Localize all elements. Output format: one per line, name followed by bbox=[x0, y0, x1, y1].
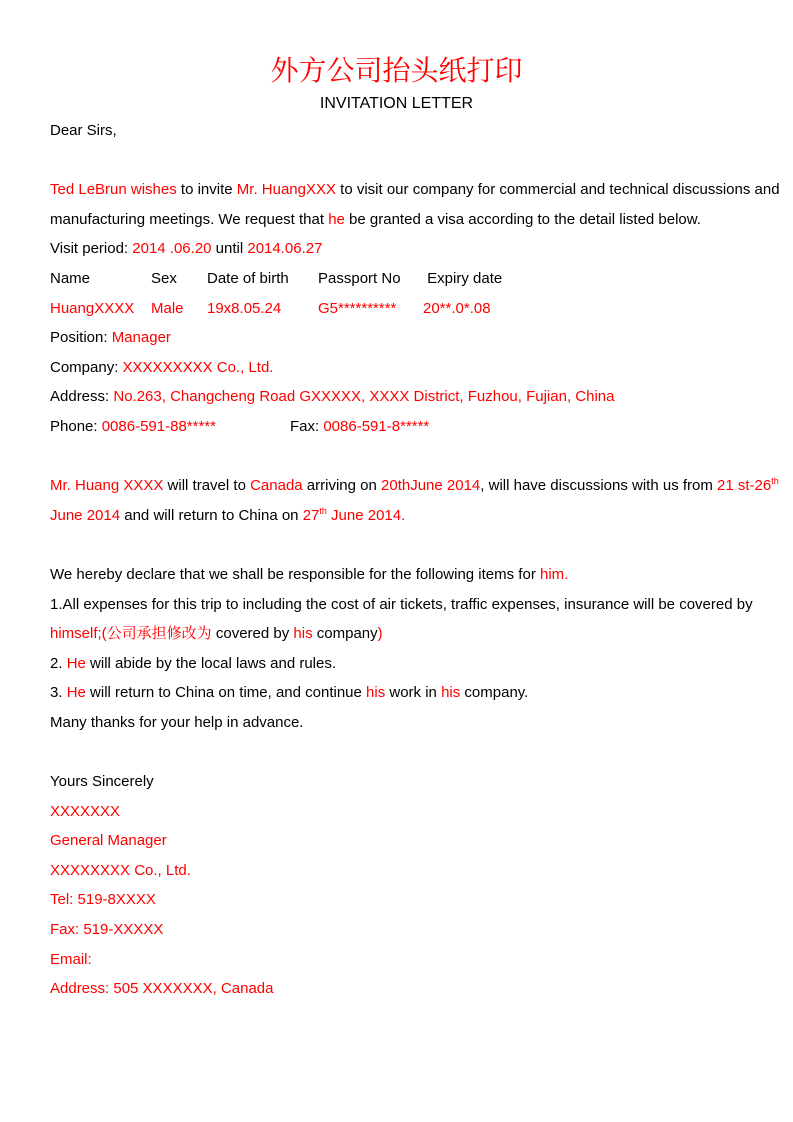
text-segment: Date of birth bbox=[207, 269, 289, 287]
text-segment: June 2014 bbox=[50, 506, 121, 524]
declaration-line bbox=[50, 560, 753, 590]
text-segment: th bbox=[771, 476, 779, 487]
text-segment: Male bbox=[151, 299, 184, 317]
text-segment: covered by bbox=[211, 625, 294, 643]
text-segment: th bbox=[319, 505, 327, 516]
signature-title bbox=[50, 826, 753, 856]
line-column bbox=[290, 412, 753, 442]
text-segment: Mr. HuangXXX bbox=[236, 181, 336, 199]
line-column bbox=[151, 264, 207, 294]
line-column bbox=[50, 294, 151, 324]
text-segment: XXXXXXXX Co., Ltd. bbox=[50, 861, 191, 879]
text-segment: Canada bbox=[250, 477, 303, 495]
text-segment: XXXXXXX bbox=[50, 802, 121, 820]
text-segment: Company: bbox=[50, 358, 123, 376]
item-1-line-2 bbox=[50, 619, 753, 649]
text-segment: Yours Sincerely bbox=[50, 773, 154, 791]
item-2 bbox=[50, 649, 753, 679]
text-segment: Ted LeBrun wishes bbox=[50, 181, 177, 199]
company-line bbox=[50, 353, 753, 383]
position-line bbox=[50, 323, 753, 353]
text-segment: Name bbox=[50, 269, 91, 287]
travel-line-1 bbox=[50, 471, 779, 501]
address-line bbox=[50, 382, 753, 412]
line-column bbox=[423, 294, 753, 324]
text-segment: 21 st-26 bbox=[717, 477, 772, 495]
text-segment: Expiry date bbox=[423, 269, 503, 287]
text-segment: , will have discussions with us from bbox=[480, 477, 718, 495]
text-segment: himself;(公司承担修改为 bbox=[50, 625, 212, 643]
text-segment: he bbox=[328, 210, 345, 228]
text-segment: ) bbox=[377, 625, 383, 643]
text-segment: Address: 505 XXXXXXX, Canada bbox=[50, 980, 274, 998]
text-segment: will return to China on time, and continue bbox=[85, 684, 367, 702]
text-segment: Visit period: bbox=[50, 240, 133, 258]
line-column bbox=[318, 264, 423, 294]
text-segment: company. bbox=[460, 684, 529, 702]
intro-line-1 bbox=[50, 175, 780, 205]
text-segment: Address: bbox=[50, 388, 114, 406]
signature-name bbox=[50, 797, 753, 827]
travel-line-2 bbox=[50, 501, 753, 531]
phone-fax-line bbox=[50, 412, 753, 442]
text-segment: will abide by the local laws and rules. bbox=[85, 654, 337, 672]
text-segment: Many thanks for your help in advance. bbox=[50, 713, 304, 731]
text-segment: 27 bbox=[302, 506, 320, 524]
line-column bbox=[50, 412, 290, 442]
text-segment: June 2014. bbox=[326, 506, 406, 524]
text-segment: Position: bbox=[50, 329, 112, 347]
text-segment: XXXXXXXXX Co., Ltd. bbox=[122, 358, 274, 376]
text-segment: and will return to China on bbox=[120, 506, 303, 524]
line-column bbox=[318, 294, 423, 324]
signature-company bbox=[50, 856, 753, 886]
text-segment: Tel: 519-8XXXX bbox=[50, 891, 156, 909]
text-segment: 20**.0*.08 bbox=[423, 299, 491, 317]
blank-line bbox=[50, 442, 753, 472]
text-segment: Sex bbox=[151, 269, 177, 287]
text-segment: Manager bbox=[111, 329, 171, 347]
text-segment: 1.All expenses for this trip to including the cost of air tickets, traffic expenses, insurance will be covered by bbox=[50, 595, 753, 613]
text-segment: No.263, Changcheng Road GXXXXX, XXXX District, Fuzhou, Fujian, China bbox=[113, 388, 615, 406]
text-segment: G5********** bbox=[318, 299, 397, 317]
letter-body bbox=[0, 116, 793, 1004]
document-subtitle: INVITATION LETTER bbox=[319, 95, 474, 112]
text-segment: General Manager bbox=[50, 832, 167, 850]
text-segment: arriving on bbox=[302, 477, 382, 495]
text-segment: work in bbox=[385, 684, 442, 702]
visitor-table-row bbox=[50, 294, 753, 324]
text-segment: HuangXXXX bbox=[50, 299, 135, 317]
text-segment: Mr. Huang XXXX bbox=[50, 477, 164, 495]
blank-line bbox=[50, 530, 753, 560]
text-segment: 3. bbox=[50, 684, 67, 702]
signature-email bbox=[50, 945, 753, 975]
text-segment: We hereby declare that we shall be responsible for the following items for bbox=[50, 565, 540, 583]
text-segment: to invite bbox=[176, 181, 237, 199]
text-segment: company bbox=[312, 625, 378, 643]
text-segment: until bbox=[211, 240, 248, 258]
visitor-table-header bbox=[50, 264, 753, 294]
signature-fax bbox=[50, 915, 753, 945]
text-segment: Fax: 519-XXXXX bbox=[50, 921, 164, 939]
salutation bbox=[50, 116, 753, 146]
thanks-line bbox=[50, 708, 753, 738]
text-segment: He bbox=[66, 654, 86, 672]
visit-period bbox=[50, 234, 753, 264]
text-segment: 0086-591-88***** bbox=[101, 417, 216, 435]
text-segment: 2. bbox=[50, 654, 67, 672]
blank-line bbox=[50, 737, 753, 767]
text-segment: Dear Sirs, bbox=[50, 122, 117, 139]
signature-address bbox=[50, 974, 753, 1004]
text-segment: 2014.06.27 bbox=[247, 240, 323, 258]
blank-line bbox=[50, 146, 753, 176]
item-1-line-1 bbox=[50, 590, 753, 620]
text-segment: Phone: bbox=[50, 417, 102, 435]
line-column bbox=[423, 264, 753, 294]
text-segment: Passport No bbox=[318, 269, 401, 287]
document-title-cn: 外方公司抬头纸打印 bbox=[270, 56, 523, 87]
text-segment: Fax: bbox=[290, 417, 324, 435]
signature-tel bbox=[50, 885, 753, 915]
line-column bbox=[207, 294, 318, 324]
text-segment: his bbox=[293, 625, 313, 643]
text-segment: 0086-591-8***** bbox=[323, 417, 430, 435]
text-segment: 2014 .06.20 bbox=[132, 240, 212, 258]
item-3 bbox=[50, 678, 753, 708]
text-segment: his bbox=[366, 684, 386, 702]
line-column bbox=[207, 264, 318, 294]
text-segment: will travel to bbox=[163, 477, 251, 495]
text-segment: Email: bbox=[50, 950, 92, 968]
line-column bbox=[50, 264, 151, 294]
text-segment: manufacturing meetings. We request that bbox=[50, 210, 329, 228]
text-segment: 20thJune 2014 bbox=[381, 477, 481, 495]
text-segment: his bbox=[441, 684, 461, 702]
text-segment: to visit our company for commercial and technical discussions and bbox=[336, 181, 780, 199]
text-segment: him. bbox=[539, 565, 569, 583]
text-segment: 19x8.05.24 bbox=[207, 299, 282, 317]
closing-line bbox=[50, 767, 753, 797]
text-segment: be granted a visa according to the detail listed below. bbox=[344, 210, 701, 228]
text-segment: He bbox=[66, 684, 86, 702]
intro-line-2 bbox=[50, 205, 753, 235]
line-column bbox=[151, 294, 207, 324]
